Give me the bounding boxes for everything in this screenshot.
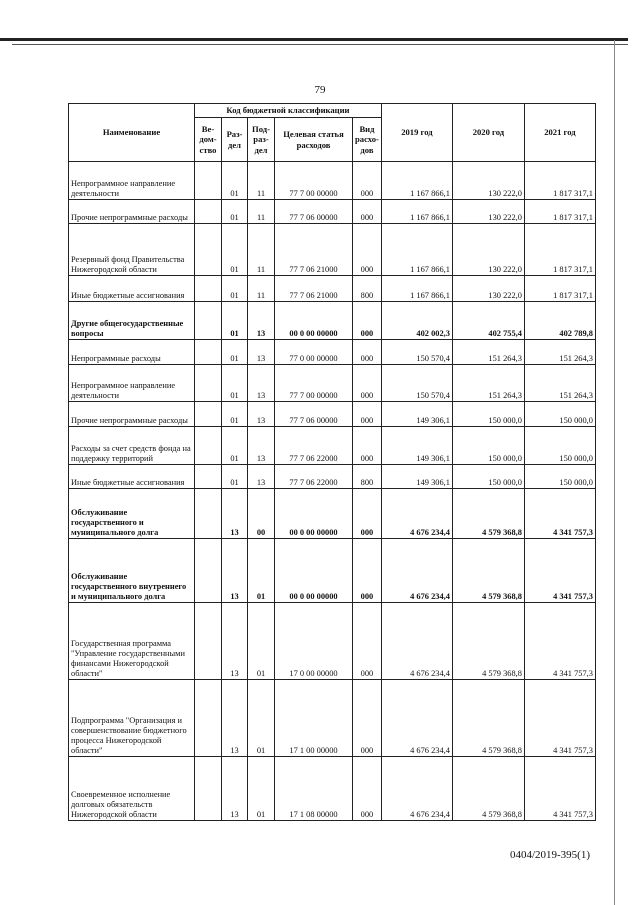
cell-y2019: 1 167 866,1 [381, 276, 452, 302]
cell-vid: 000 [353, 200, 382, 224]
cell-ved [195, 757, 222, 821]
table-row [69, 603, 596, 680]
cell-name: Резервный фонд Правительства Нижегородской области [69, 224, 195, 276]
cell-podrazdel: 13 [248, 465, 275, 489]
cell-y2020: 4 579 368,8 [452, 680, 524, 757]
cell-vid: 000 [353, 365, 382, 402]
cell-y2019: 4 676 234,4 [381, 603, 452, 680]
cell-razdel: 01 [222, 340, 248, 365]
cell-y2021: 150 000,0 [524, 465, 595, 489]
cell-y2019: 4 676 234,4 [381, 757, 452, 821]
cell-ved [195, 302, 222, 340]
cell-target: 00 0 00 00000 [275, 489, 353, 539]
cell-y2019: 149 306,1 [381, 427, 452, 465]
cell-name: Другие общегосударственные вопросы [69, 302, 195, 340]
cell-y2019: 1 167 866,1 [381, 200, 452, 224]
cell-target: 17 0 00 00000 [275, 603, 353, 680]
cell-razdel: 01 [222, 276, 248, 302]
table-row [69, 427, 596, 465]
table-row [69, 680, 596, 757]
cell-y2021: 4 341 757,3 [524, 680, 595, 757]
header-podrazdel: Под-раз-дел [248, 118, 275, 162]
cell-y2020: 151 264,3 [452, 340, 524, 365]
table-row [69, 276, 596, 302]
table-row [69, 465, 596, 489]
cell-y2021: 4 341 757,3 [524, 603, 595, 680]
cell-y2020: 4 579 368,8 [452, 603, 524, 680]
cell-podrazdel: 11 [248, 224, 275, 276]
cell-name: Обслуживание государственного внутреннего и муниципального долга [69, 539, 195, 603]
table-row [69, 302, 596, 340]
cell-ved [195, 365, 222, 402]
cell-ved [195, 539, 222, 603]
cell-y2020: 130 222,0 [452, 276, 524, 302]
cell-podrazdel: 13 [248, 340, 275, 365]
cell-y2020: 4 579 368,8 [452, 539, 524, 603]
cell-target: 00 0 00 00000 [275, 302, 353, 340]
cell-ved [195, 680, 222, 757]
cell-y2019: 1 167 866,1 [381, 224, 452, 276]
cell-y2019: 4 676 234,4 [381, 680, 452, 757]
cell-target: 77 7 06 21000 [275, 276, 353, 302]
header-code-group: Код бюджетной классификации [195, 104, 382, 118]
cell-podrazdel: 01 [248, 603, 275, 680]
cell-razdel: 01 [222, 427, 248, 465]
cell-y2020: 150 000,0 [452, 402, 524, 427]
cell-vid: 000 [353, 427, 382, 465]
cell-name: Иные бюджетные ассигнования [69, 276, 195, 302]
cell-y2021: 150 000,0 [524, 427, 595, 465]
header-2019: 2019 год [381, 104, 452, 162]
cell-name: Непрограммное направление деятельности [69, 162, 195, 200]
cell-target: 77 7 06 22000 [275, 465, 353, 489]
cell-vid: 000 [353, 603, 382, 680]
cell-y2021: 4 341 757,3 [524, 489, 595, 539]
cell-ved [195, 465, 222, 489]
cell-name: Непрограммное направление деятельности [69, 365, 195, 402]
table-row [69, 340, 596, 365]
cell-name: Расходы за счет средств фонда на поддержку территорий [69, 427, 195, 465]
cell-podrazdel: 01 [248, 757, 275, 821]
cell-razdel: 13 [222, 539, 248, 603]
cell-vid: 000 [353, 680, 382, 757]
table-row [69, 224, 596, 276]
right-margin-line [614, 40, 615, 905]
cell-razdel: 01 [222, 402, 248, 427]
top-border-inner-line [12, 44, 628, 45]
cell-y2021: 1 817 317,1 [524, 162, 595, 200]
cell-ved [195, 276, 222, 302]
cell-y2019: 150 570,4 [381, 365, 452, 402]
header-name: Наименование [69, 104, 195, 162]
cell-y2021: 4 341 757,3 [524, 757, 595, 821]
cell-y2021: 150 000,0 [524, 402, 595, 427]
cell-razdel: 01 [222, 302, 248, 340]
cell-ved [195, 427, 222, 465]
budget-table [68, 103, 596, 821]
cell-vid: 000 [353, 402, 382, 427]
cell-razdel: 13 [222, 757, 248, 821]
cell-y2020: 150 000,0 [452, 427, 524, 465]
table-row [69, 757, 596, 821]
cell-y2020: 130 222,0 [452, 200, 524, 224]
table-row [69, 200, 596, 224]
cell-ved [195, 224, 222, 276]
cell-y2020: 4 579 368,8 [452, 757, 524, 821]
cell-target: 77 7 06 21000 [275, 224, 353, 276]
header-target: Целевая статья расходов [275, 118, 353, 162]
header-razdel: Раз-дел [222, 118, 248, 162]
cell-vid: 000 [353, 489, 382, 539]
cell-name: Непрограммные расходы [69, 340, 195, 365]
cell-y2021: 1 817 317,1 [524, 276, 595, 302]
cell-y2020: 150 000,0 [452, 465, 524, 489]
table-row [69, 402, 596, 427]
cell-y2021: 1 817 317,1 [524, 200, 595, 224]
cell-y2019: 4 676 234,4 [381, 489, 452, 539]
cell-razdel: 01 [222, 365, 248, 402]
cell-name: Своевременное исполнение долговых обязательств Нижегородской области [69, 757, 195, 821]
cell-y2020: 402 755,4 [452, 302, 524, 340]
page-number: 79 [314, 84, 326, 96]
cell-name: Прочие непрограммные расходы [69, 402, 195, 427]
table-row [69, 365, 596, 402]
cell-vid: 000 [353, 224, 382, 276]
cell-podrazdel: 11 [248, 276, 275, 302]
header-vid: Вид расхо-дов [353, 118, 382, 162]
cell-razdel: 13 [222, 603, 248, 680]
cell-razdel: 13 [222, 680, 248, 757]
cell-target: 77 7 00 00000 [275, 162, 353, 200]
cell-target: 17 1 00 00000 [275, 680, 353, 757]
table-row [69, 162, 596, 200]
cell-name: Прочие непрограммные расходы [69, 200, 195, 224]
cell-y2020: 151 264,3 [452, 365, 524, 402]
cell-target: 77 7 06 22000 [275, 427, 353, 465]
cell-target: 00 0 00 00000 [275, 539, 353, 603]
cell-name: Иные бюджетные ассигнования [69, 465, 195, 489]
cell-name: Подпрограмма "Организация и совершенствование бюджетного процесса Нижегородской области" [69, 680, 195, 757]
cell-y2021: 1 817 317,1 [524, 224, 595, 276]
cell-y2021: 4 341 757,3 [524, 539, 595, 603]
cell-y2020: 130 222,0 [452, 162, 524, 200]
header-vedomstvo: Ве-дом-ство [195, 118, 222, 162]
cell-podrazdel: 00 [248, 489, 275, 539]
cell-ved [195, 603, 222, 680]
cell-y2019: 4 676 234,4 [381, 539, 452, 603]
cell-y2021: 151 264,3 [524, 365, 595, 402]
table-body [69, 162, 596, 821]
cell-ved [195, 340, 222, 365]
cell-vid: 000 [353, 539, 382, 603]
cell-razdel: 13 [222, 489, 248, 539]
cell-podrazdel: 13 [248, 302, 275, 340]
cell-vid: 000 [353, 340, 382, 365]
cell-vid: 800 [353, 465, 382, 489]
cell-y2019: 1 167 866,1 [381, 162, 452, 200]
cell-target: 77 0 00 00000 [275, 340, 353, 365]
table-row [69, 489, 596, 539]
cell-target: 77 7 00 00000 [275, 365, 353, 402]
table-row [69, 539, 596, 603]
cell-y2019: 149 306,1 [381, 465, 452, 489]
cell-vid: 000 [353, 162, 382, 200]
cell-razdel: 01 [222, 224, 248, 276]
cell-name: Государственная программа "Управление государственными финансами Нижегородской области" [69, 603, 195, 680]
cell-razdel: 01 [222, 200, 248, 224]
cell-podrazdel: 01 [248, 539, 275, 603]
cell-target: 77 7 06 00000 [275, 200, 353, 224]
cell-y2020: 4 579 368,8 [452, 489, 524, 539]
cell-y2019: 149 306,1 [381, 402, 452, 427]
cell-vid: 000 [353, 302, 382, 340]
cell-podrazdel: 11 [248, 162, 275, 200]
cell-podrazdel: 13 [248, 365, 275, 402]
cell-target: 77 7 06 00000 [275, 402, 353, 427]
header-2021: 2021 год [524, 104, 595, 162]
header-2020: 2020 год [452, 104, 524, 162]
cell-podrazdel: 01 [248, 680, 275, 757]
cell-razdel: 01 [222, 465, 248, 489]
cell-ved [195, 200, 222, 224]
cell-target: 17 1 08 00000 [275, 757, 353, 821]
cell-ved [195, 162, 222, 200]
cell-y2021: 151 264,3 [524, 340, 595, 365]
top-border-line [0, 38, 628, 41]
cell-y2019: 150 570,4 [381, 340, 452, 365]
cell-y2020: 130 222,0 [452, 224, 524, 276]
cell-name: Обслуживание государственного и муниципального долга [69, 489, 195, 539]
cell-razdel: 01 [222, 162, 248, 200]
cell-vid: 000 [353, 757, 382, 821]
cell-podrazdel: 13 [248, 427, 275, 465]
cell-y2021: 402 789,8 [524, 302, 595, 340]
cell-y2019: 402 002,3 [381, 302, 452, 340]
cell-podrazdel: 13 [248, 402, 275, 427]
document-number: 0404/2019-395(1) [509, 849, 590, 861]
cell-ved [195, 489, 222, 539]
cell-ved [195, 402, 222, 427]
cell-vid: 800 [353, 276, 382, 302]
cell-podrazdel: 11 [248, 200, 275, 224]
